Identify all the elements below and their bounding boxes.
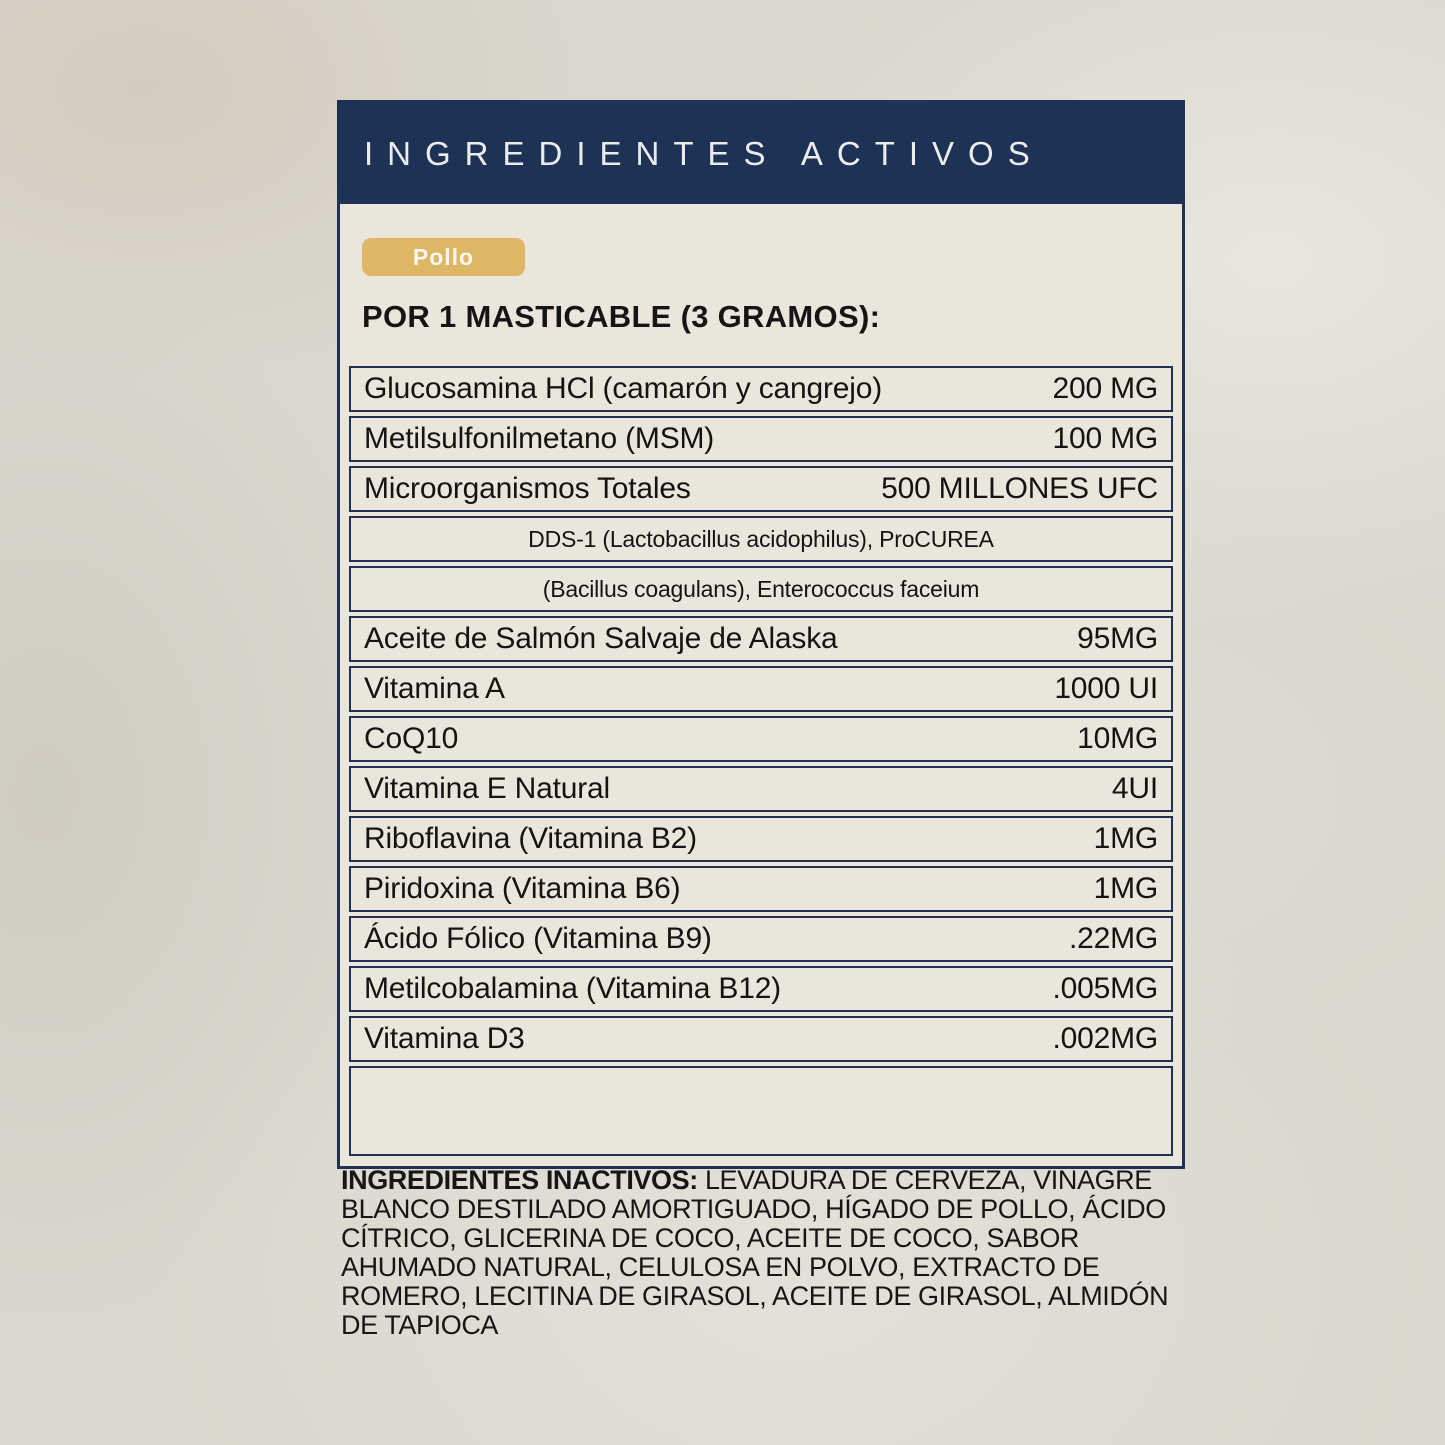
table-row <box>349 866 1173 912</box>
table-row <box>349 766 1173 812</box>
ingredient-amount: 1MG <box>1093 822 1158 855</box>
ingredient-amount: .005MG <box>1052 972 1158 1005</box>
ingredient-name: Piridoxina (Vitamina B6) <box>364 872 681 905</box>
table-row <box>349 366 1173 412</box>
ingredient-name: Vitamina A <box>364 672 505 705</box>
table-row <box>349 416 1173 462</box>
table-row <box>349 1016 1173 1062</box>
ingredient-name: Ácido Fólico (Vitamina B9) <box>364 922 712 955</box>
ingredient-amount: .22MG <box>1068 922 1158 955</box>
ingredient-amount: 95MG <box>1077 622 1158 655</box>
table-row <box>349 966 1173 1012</box>
inactive-ingredients-text: LEVADURA DE CERVEZA, VINAGRE BLANCO DESTILADO AMORTIGUADO, HÍGADO DE POLLO, ÁCIDO CÍTRICO, GLICERINA DE COCO, ACEITE DE COCO, SABOR AHUMADO NATURAL, CELULOSA EN POLVO, EXTRACTO DE ROMERO, LECITINA DE GIRASOL, ACEITE DE GIRASOL, ALMIDÓN DE TAPIOCA <box>341 1165 1169 1340</box>
ingredient-name: Vitamina D3 <box>364 1022 525 1055</box>
ingredient-amount: 100 MG <box>1052 422 1158 455</box>
ingredients-table <box>349 366 1173 1062</box>
ingredient-name: Glucosamina HCl (camarón y cangrejo) <box>364 372 882 405</box>
ingredient-name: Vitamina E Natural <box>364 772 610 805</box>
ingredient-amount: 1MG <box>1093 872 1158 905</box>
ingredient-name: Metilcobalamina (Vitamina B12) <box>364 972 781 1005</box>
ingredient-name: CoQ10 <box>364 722 459 755</box>
table-row <box>349 816 1173 862</box>
ingredient-amount: 10MG <box>1077 722 1158 755</box>
table-row <box>349 566 1173 612</box>
label-header <box>340 103 1182 204</box>
ingredient-amount: 4UI <box>1111 772 1158 805</box>
ingredient-name: (Bacillus coagulans), Enterococcus faceium <box>542 575 980 602</box>
inactive-ingredients-lead: INGREDIENTES INACTIVOS: <box>341 1165 698 1195</box>
table-row <box>349 466 1173 512</box>
table-row <box>349 716 1173 762</box>
ingredient-name: DDS-1 (Lactobacillus acidophilus), ProCUREA <box>528 525 994 552</box>
active-ingredients-label <box>337 100 1185 1169</box>
ingredient-name: Riboflavina (Vitamina B2) <box>364 822 697 855</box>
ingredient-name: Aceite de Salmón Salvaje de Alaska <box>364 622 838 655</box>
ingredient-name: Microorganismos Totales <box>364 472 691 505</box>
ingredient-amount: 200 MG <box>1052 372 1158 405</box>
flavor-badge <box>362 238 525 276</box>
label-body <box>340 204 1182 1166</box>
ingredient-amount: 500 MILLONES UFC <box>881 472 1158 505</box>
inactive-ingredients-paragraph <box>341 1166 1174 1340</box>
label-title: INGREDIENTES ACTIVOS <box>364 134 1044 172</box>
table-row <box>349 616 1173 662</box>
table-row <box>349 516 1173 562</box>
table-row <box>349 916 1173 962</box>
flavor-badge-label: Pollo <box>412 243 475 270</box>
table-row <box>349 666 1173 712</box>
ingredient-name: Metilsulfonilmetano (MSM) <box>364 422 715 455</box>
empty-row <box>349 1066 1173 1156</box>
ingredient-amount: 1000 UI <box>1054 672 1158 705</box>
serving-size-heading: POR 1 MASTICABLE (3 GRAMOS): <box>362 299 881 334</box>
ingredient-amount: .002MG <box>1052 1022 1158 1055</box>
